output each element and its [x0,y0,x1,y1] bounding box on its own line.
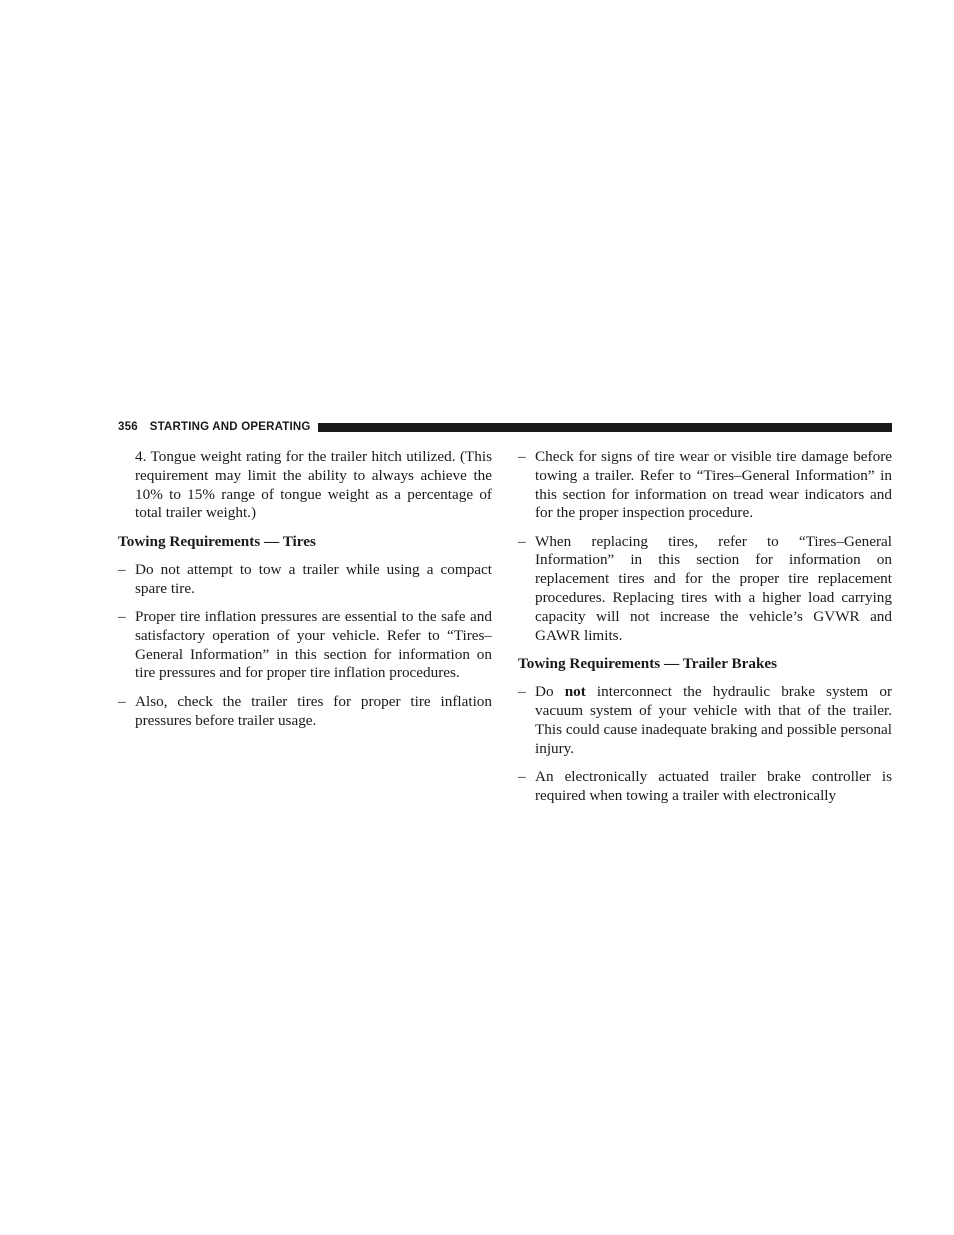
dash-bullet: – [118,560,126,578]
dash-bullet: – [118,608,126,626]
list-item [118,693,492,731]
list-item [118,561,492,599]
bullet-text: When replacing tires, refer to “Tires–General Information” in this section for information on replacement tires and for the proper tire replacement procedures. Replacing tires with a higher load carrying capacity will not increase the vehicle’s GVWR and GAWR limits. [535,532,892,644]
right-column [518,448,892,815]
list-item [518,448,892,523]
bullet-text: Also, check the trailer tires for proper tire inflation pressures before trailer usage. [135,692,492,729]
bullet-text: Proper tire inflation pressures are essential to the safe and satisfactory operation of your vehicle. Refer to “Tires–General Information” in this section for information on tire pressures and for proper tire inflation procedures. [135,608,492,682]
page-number: 356 [118,421,138,433]
header-rule [318,423,892,432]
list-item [518,768,892,806]
dash-bullet: – [518,683,526,701]
left-column [118,448,492,740]
bullet-text-pre: Do [535,683,565,701]
list-item [518,533,892,646]
bullet-text [535,683,892,756]
dash-bullet: – [518,532,526,550]
bullet-text: Check for signs of tire wear or visible tire damage before towing a trailer. Refer to “Tires–General Information” in this section for information on tread wear indicators and for the proper inspection procedure. [535,448,892,522]
bullet-text-post: interconnect the hydraulic brake system or vacuum system of your vehicle with that of the trailer. This could cause inadequate braking and possible personal injury. [535,683,893,757]
dash-bullet: – [118,692,126,710]
tires-heading: Towing Requirements — Tires [118,532,316,550]
bullet-text: Do not attempt to tow a trailer while using a compact spare tire. [135,560,492,597]
dash-bullet: – [518,767,526,785]
trailer-brakes-heading: Towing Requirements — Trailer Brakes [518,654,778,672]
bullet-text: An electronically actuated trailer brake controller is required when towing a trailer with electronically [535,767,892,804]
numbered-item-4: 4. Tongue weight rating for the trailer hitch utilized. (This requirement may limit the ability to always achieve the 10% to 15% range of tongue weight as a percentage of total trailer weight.) [135,448,492,522]
page-header [118,420,892,434]
dash-bullet: – [518,448,526,465]
list-item [518,683,892,758]
list-item [118,608,492,683]
emphasis-not: not [564,683,586,701]
section-title: STARTING AND OPERATING [149,421,311,433]
